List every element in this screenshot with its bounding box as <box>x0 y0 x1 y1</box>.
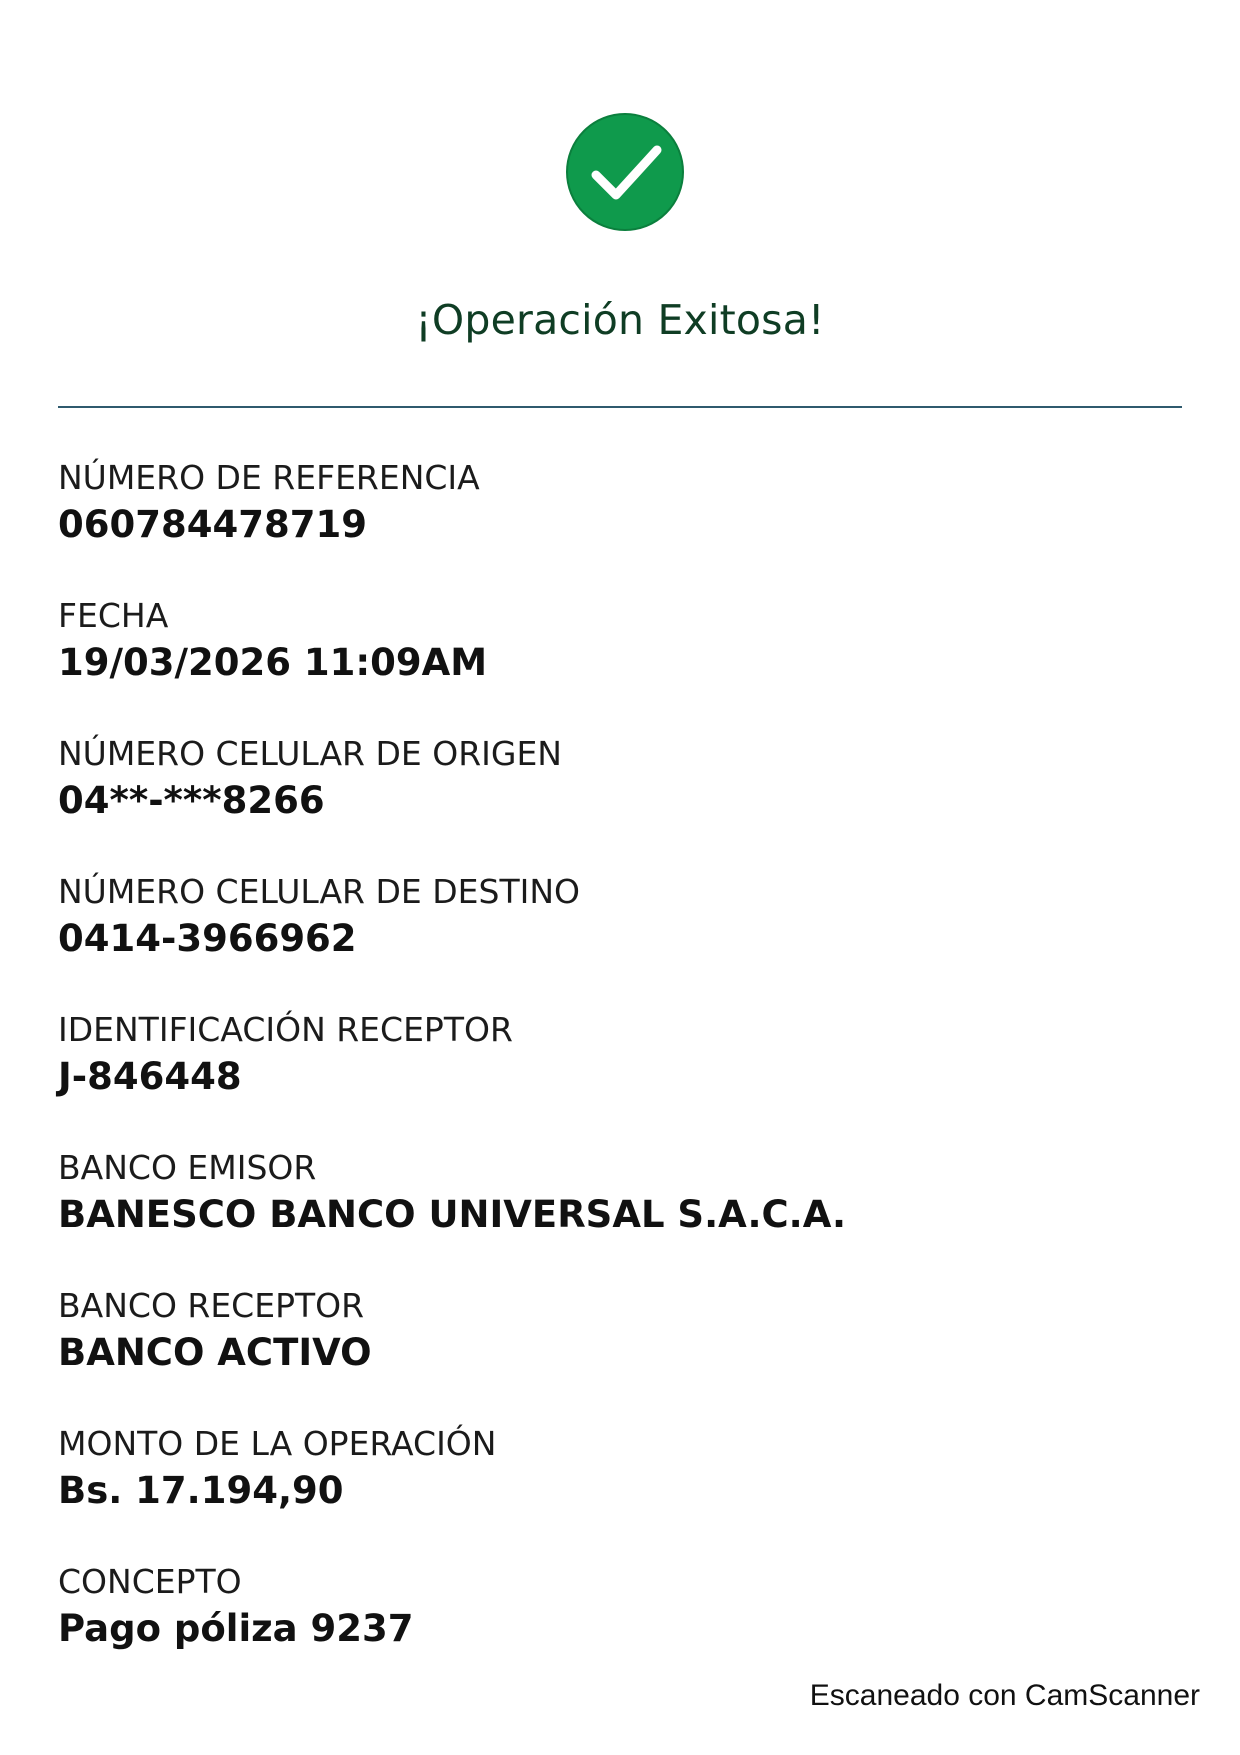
field-concept <box>58 1560 1178 1698</box>
field-label: BANCO EMISOR <box>58 1148 317 1187</box>
field-label: FECHA <box>58 596 169 635</box>
field-label: NÚMERO CELULAR DE DESTINO <box>58 872 580 911</box>
field-value: J-846448 <box>58 1055 242 1098</box>
field-receiver-id <box>58 1008 1178 1146</box>
field-receiving-bank <box>58 1284 1178 1422</box>
field-value: 0414-3966962 <box>58 917 357 960</box>
success-title: ¡Operación Exitosa! <box>415 296 825 344</box>
field-destination-phone <box>58 870 1178 1008</box>
field-label: BANCO RECEPTOR <box>58 1286 365 1325</box>
field-value: Pago póliza 9237 <box>58 1607 414 1650</box>
divider <box>58 406 1182 408</box>
check-circle-icon <box>565 112 685 232</box>
scanner-watermark: Escaneado con CamScanner <box>809 1679 1200 1712</box>
field-value: BANESCO BANCO UNIVERSAL S.A.C.A. <box>58 1193 847 1236</box>
field-value: 04**-***8266 <box>58 779 325 822</box>
receipt-details <box>58 456 1178 1698</box>
field-value: BANCO ACTIVO <box>58 1331 372 1374</box>
field-value: 060784478719 <box>58 503 367 546</box>
field-issuing-bank <box>58 1146 1178 1284</box>
field-label: MONTO DE LA OPERACIÓN <box>58 1424 497 1463</box>
field-reference-number <box>58 456 1178 594</box>
field-amount <box>58 1422 1178 1560</box>
field-label: NÚMERO DE REFERENCIA <box>58 458 480 497</box>
field-label: NÚMERO CELULAR DE ORIGEN <box>58 734 562 773</box>
field-value: 19/03/2026 11:09AM <box>58 641 488 684</box>
field-label: IDENTIFICACIÓN RECEPTOR <box>58 1010 513 1049</box>
field-value: Bs. 17.194,90 <box>58 1469 344 1512</box>
field-origin-phone <box>58 732 1178 870</box>
field-date <box>58 594 1178 732</box>
field-label: CONCEPTO <box>58 1562 242 1601</box>
